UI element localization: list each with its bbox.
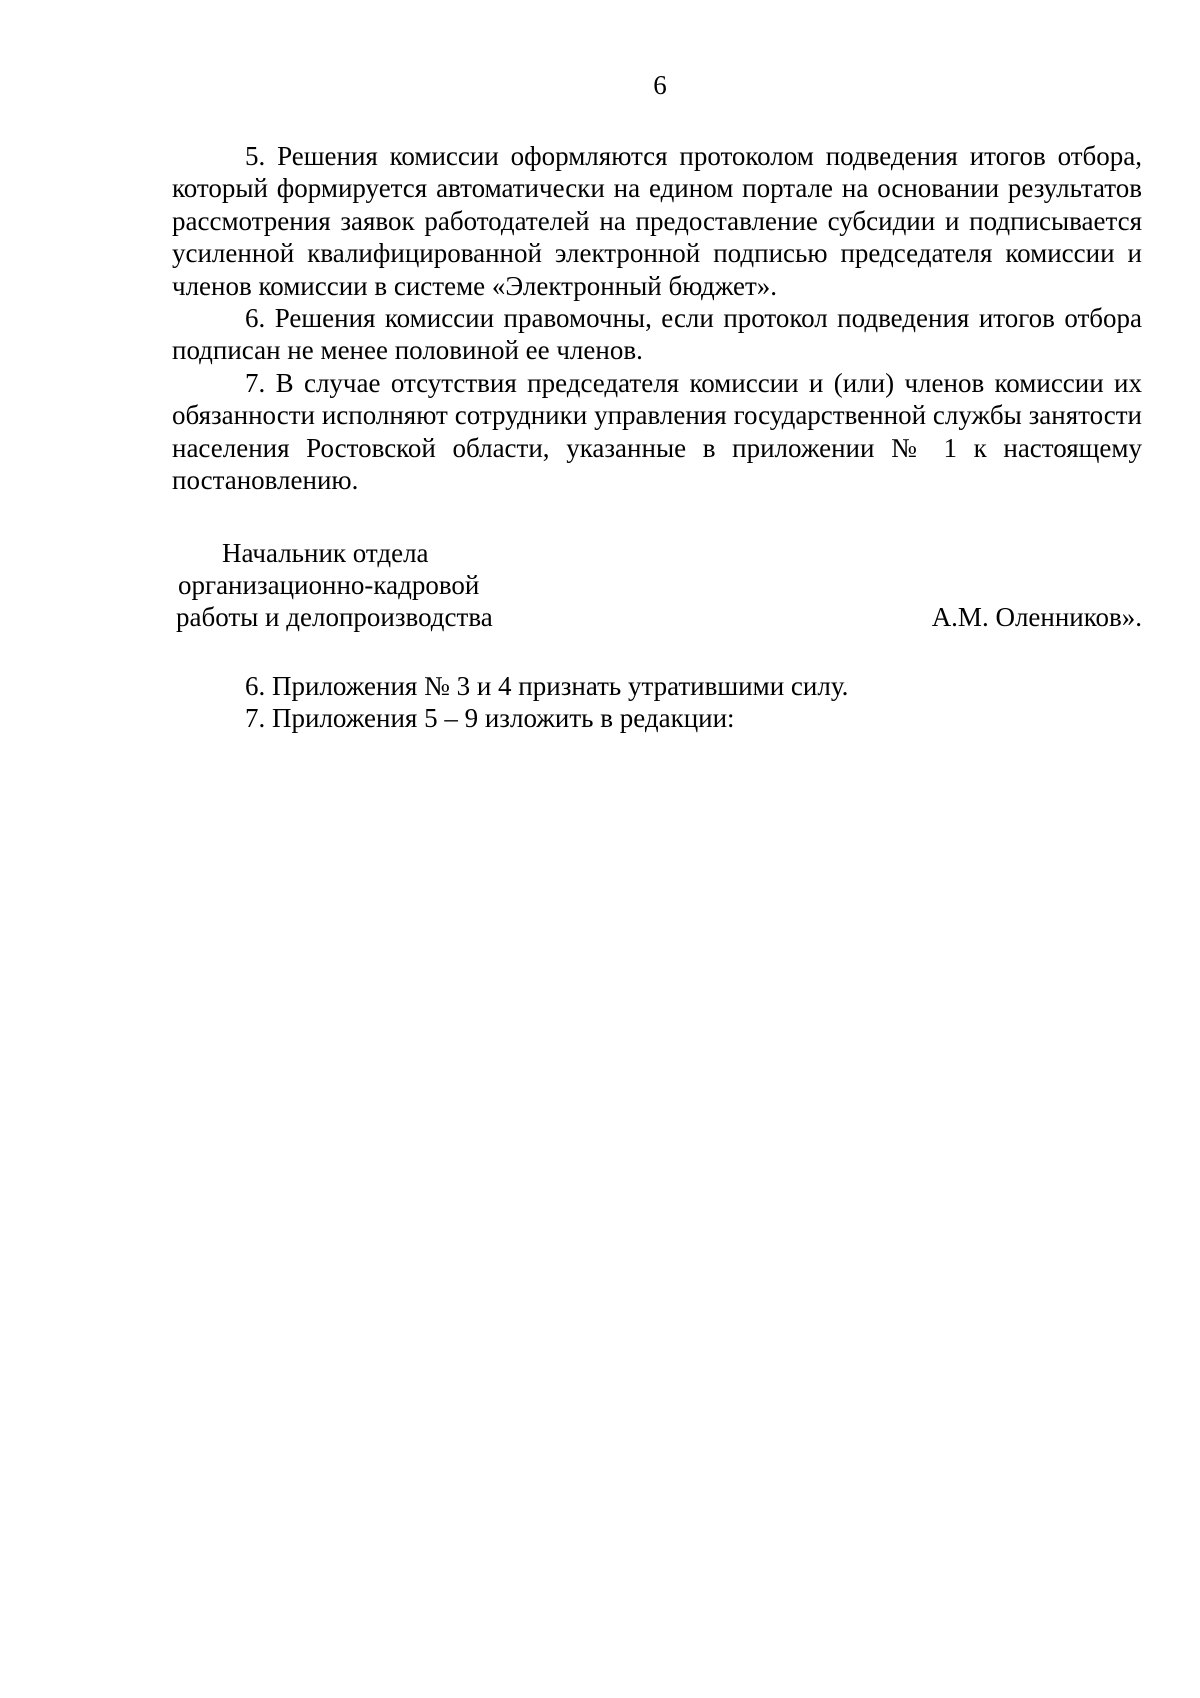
document-body [172, 140, 1142, 496]
paragraph-5: 5. Решения комиссии оформляются протоколом подведения итогов отбора, который формируется автоматически на едином портале на основании результатов рассмотрения заявок работодателей на предоставление субсидии и подписывается усиленной квалифицированной электронной подписью председателя комиссии и членов комиссии в системе «Электронный бюджет». [172, 141, 1142, 301]
amendments-list [172, 670, 1142, 734]
signatory-position-line: работы и делопроизводства [176, 602, 493, 632]
page-number: 6 [653, 70, 667, 100]
signature-block [172, 537, 1142, 633]
signatory-position-line: организационно-кадровой [178, 570, 480, 600]
paragraph-7: 7. В случае отсутствия председателя комиссии и (или) членов комиссии их обязанности исполняют сотрудники управления государственной службы занятости населения Ростовской области, указанные в приложении № 1 к настоящему постановлению. [172, 367, 1142, 496]
signatory-name: А.М. Оленников». [931, 602, 1142, 632]
paragraph-6: 6. Решения комиссии правомочны, если протокол подведения итогов отбора подписан не менее половиной ее членов. [172, 303, 1142, 366]
amendment-item: 6. Приложения № 3 и 4 признать утратившими силу. [245, 671, 849, 701]
amendment-item: 7. Приложения 5 – 9 изложить в редакции: [245, 703, 735, 733]
signatory-position-line: Начальник отдела [222, 538, 429, 568]
